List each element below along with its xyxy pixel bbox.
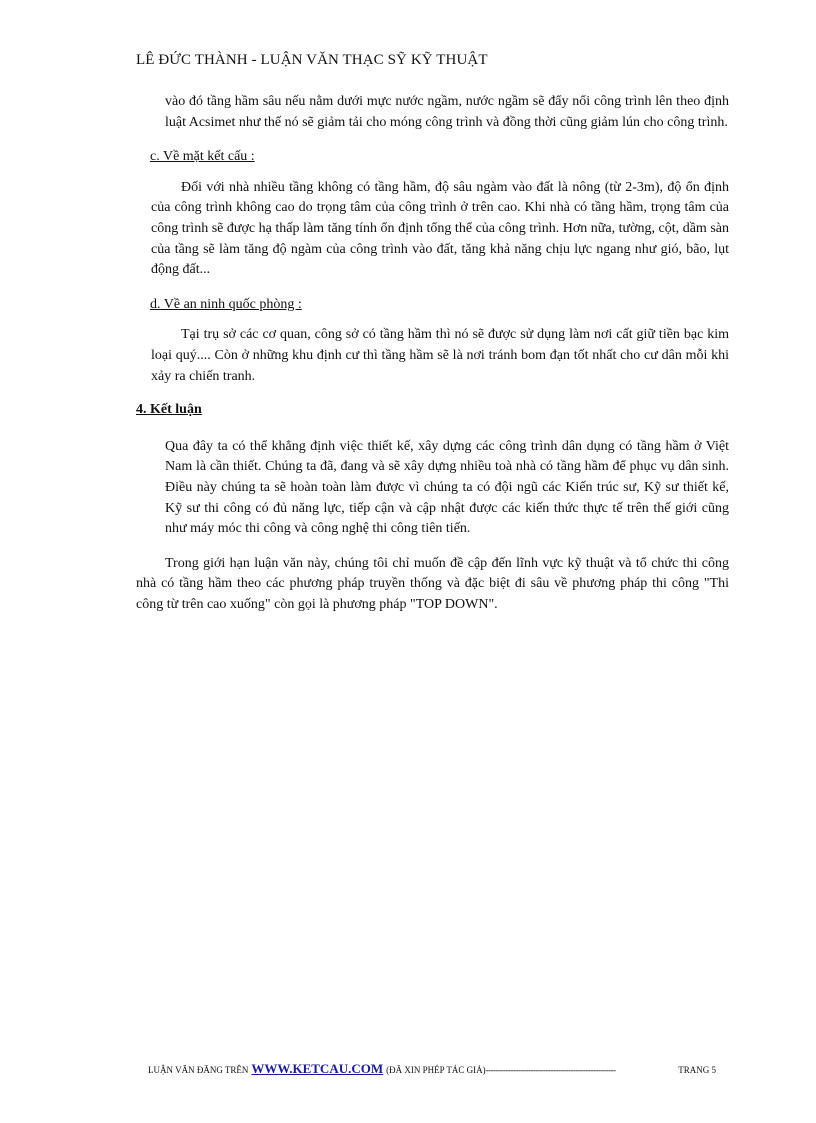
section-c-heading: c. Về mặt kết cấu : xyxy=(150,149,255,165)
document-body xyxy=(136,92,729,615)
page-number: TRANG 5 xyxy=(678,1065,716,1075)
section-4-paragraph-1: Qua đây ta có thể khẳng định việc thiết kế, xây dựng các công trình dân dụng có tầng hầm ở Việt Nam là cần thiết. Chúng ta đã, đang và sẽ xây dựng nhiều toà nhà có tầng hầm để phục vụ dân sinh. Điều này chúng ta sẽ hoàn toàn làm được vì chúng ta có đội ngũ các Kiến trúc sư, Kỹ sư thiết kế, Kỹ sư thi công có đủ năng lực, tiếp cận và cập nhật được các kiến thức thực tế trên thế giới cũng như máy móc thi công và công nghệ thi công tiên tiến. xyxy=(165,438,729,537)
page-footer xyxy=(148,1061,716,1077)
section-4-heading: 4. Kết luận xyxy=(136,402,202,418)
intro-paragraph: vào đó tầng hầm sâu nếu nằm dưới mực nước ngầm, nước ngầm sẽ đẩy nổi công trình lên theo định luật Acsimet như thế nó sẽ giảm tải cho móng công trình và đồng thời cũng giảm lún cho công trình. xyxy=(165,94,729,130)
section-c-paragraph: Đối với nhà nhiều tầng không có tầng hầm, độ sâu ngàm vào đất là nông (từ 2-3m), độ ổn định của công trình không cao do trọng tâm của công trình ở trên cao. Khi nhà có tầng hầm, trọng tâm của công trình sẽ được hạ thấp làm tăng tính ổn định tổng thể của công trình. Hơn nữa, tường, cột, dầm sàn của tầng sẽ làm tăng độ ngàm của công trình vào đất, tăng khả năng chịu lực ngang như gió, bão, lụt động đất... xyxy=(151,179,729,278)
section-d-paragraph: Tại trụ sở các cơ quan, công sở có tầng hầm thì nó sẽ được sử dụng làm nơi cất giữ tiền bạc kim loại quý.... Còn ở những khu định cư thì tầng hầm sẽ là nơi tránh bom đạn tốt nhất cho cư dân mỗi khi xảy ra chiến tranh. xyxy=(151,327,729,384)
footer-website-link[interactable]: WWW.KETCAU.COM xyxy=(251,1061,384,1076)
footer-dashes: ---------------------------------------------------- xyxy=(485,1065,616,1075)
section-d-heading: d. Về an ninh quốc phòng : xyxy=(150,296,302,312)
footer-suffix: (ĐÃ XIN PHÉP TÁC GIẢ) xyxy=(386,1065,486,1075)
page-header-title: LÊ ĐỨC THÀNH - LUẬN VĂN THẠC SỸ KỸ THUẬT xyxy=(136,52,488,68)
footer-prefix: LUẬN VĂN ĐĂNG TRÊN xyxy=(148,1065,249,1075)
section-4-paragraph-2: Trong giới hạn luận văn này, chúng tôi chỉ muốn đề cập đến lĩnh vực kỹ thuật và tổ chức thi công nhà có tầng hầm theo các phương pháp truyền thống và đặc biệt đi sâu về phương pháp thi công "Thi công từ trên cao xuống" còn gọi là phương pháp "TOP DOWN". xyxy=(136,555,729,612)
